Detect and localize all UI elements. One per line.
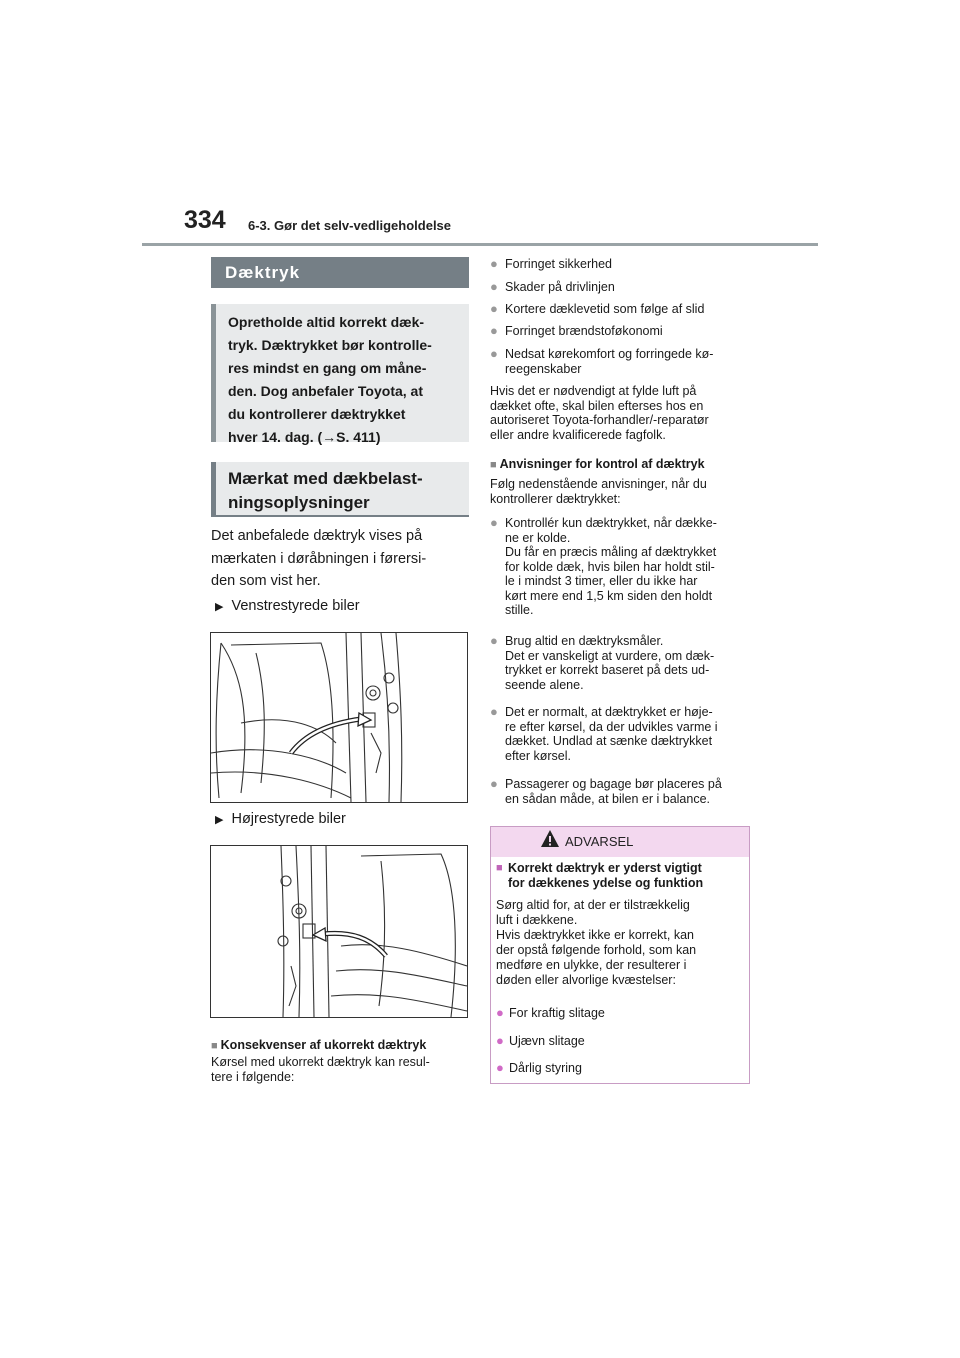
para-line: tere i følgende: — [211, 1069, 295, 1084]
para-line: kontrollerer dæktrykket: — [490, 491, 621, 506]
bullet-text: Ujævn slitage — [509, 1034, 585, 1048]
list-item — [490, 777, 758, 806]
para-line: der opstå følgende forhold, som kan — [496, 943, 697, 957]
para-line: Hvis dæktrykket ikke er korrekt, kan — [496, 928, 694, 942]
section-heading-daektryk: Dæktryk — [211, 257, 469, 288]
bullet-text: kørt mere end 1,5 km siden den holdt — [505, 588, 713, 603]
heading-line: Mærkat med dækbelast- — [228, 469, 423, 488]
header-divider — [142, 243, 818, 246]
bullet-dot-icon: ● — [496, 1005, 504, 1020]
bullet-text: le i mindst 3 timer, eller du ikke har — [505, 574, 698, 588]
para-line: Det anbefalede dæktryk vises på — [211, 528, 423, 544]
bullet-dot-icon: ● — [490, 256, 498, 271]
para-line: eller andre kvalificerede fagfolk. — [490, 427, 666, 442]
square-bullet-icon: ■ — [211, 1040, 218, 1052]
square-bullet-icon: ■ — [496, 862, 503, 874]
section-title: 6-3. Gør det selv-vedligeholdelse — [248, 218, 452, 233]
para-line: den som vist her. — [211, 573, 321, 589]
subheading-instructions — [490, 457, 705, 471]
bullet-dot-icon: ● — [490, 633, 498, 648]
subheading-text: Konsekvenser af ukorrekt dæktryk — [220, 1038, 427, 1052]
warning-title: ADVARSEL — [565, 834, 634, 849]
page-number: 334 — [184, 206, 226, 234]
subheading-line: for dækkenes ydelse og funktion — [508, 876, 704, 890]
door-pillar-illustration-left — [211, 633, 467, 802]
consequences-paragraph — [211, 1055, 473, 1084]
label-location-paragraph — [211, 525, 473, 593]
list-item — [490, 705, 758, 763]
list-item — [490, 324, 758, 339]
intro-line: Opretholde altid korrekt dæk- — [228, 314, 425, 330]
bullet-text: Kontrollér kun dæktrykket, når dække- — [505, 516, 717, 530]
bullet-dot-icon: ● — [490, 301, 498, 316]
para-line: dækket ofte, skal bilen efterses hos en — [490, 398, 704, 413]
bullet-text: Det er normalt, at dæktrykket er høje- — [505, 705, 713, 719]
warning-list-item — [496, 1006, 605, 1020]
para-line: mærkaten i døråbningen i førersi- — [211, 550, 427, 567]
list-item — [490, 516, 758, 618]
bullet-text: For kraftig slitage — [509, 1006, 605, 1020]
heading-line: ningsoplysninger — [228, 493, 370, 512]
bullet-text: for kolde dæk, hvis bilen har holdt stil- — [505, 559, 715, 574]
bullet-text: stille. — [505, 603, 534, 617]
square-bullet-icon: ■ — [490, 459, 497, 471]
bullet-dot-icon: ● — [490, 323, 498, 338]
intro-line: du kontrollerer dæktrykket — [228, 406, 406, 422]
bullet-dot-icon: ● — [490, 704, 498, 719]
list-item — [490, 302, 758, 317]
para-line: Sørg altid for, at der er tilstrækkelig — [496, 898, 690, 912]
bullet-text: Brug altid en dæktryksmåler. — [505, 634, 664, 648]
warning-list-item — [496, 1061, 582, 1075]
bullet-text: Forringet sikkerhed — [505, 257, 612, 271]
section-heading-maerkat — [211, 462, 469, 517]
triangle-bullet-icon: ▶ — [215, 814, 224, 826]
bullet-dot-icon: ● — [490, 346, 498, 361]
para-line: døden eller alvorlige kvæstelser: — [496, 973, 676, 987]
intro-line: den. Dog anbefaler Toyota, at — [228, 383, 423, 399]
para-line: Kørsel med ukorrekt dæktryk kan resul- — [211, 1055, 430, 1069]
bullet-text: efter kørsel. — [505, 748, 571, 763]
bullet-text: Det er vanskeligt at vurdere, om dæk- — [505, 648, 715, 663]
bullet-text: re efter kørsel, da der udvikles varme i — [505, 719, 718, 734]
bullet-text: Nedsat kørekomfort og forringede kø- — [505, 347, 714, 361]
para-line: autoriseret Toyota-forhandler/-reparatør — [490, 413, 709, 427]
bullet-text: Du får en præcis måling af dæktrykket — [505, 545, 717, 559]
warning-paragraph — [496, 898, 744, 988]
intro-line: res mindst en gang om måne- — [228, 360, 427, 376]
bullet-text: Passagerer og bagage bør placeres på — [505, 777, 722, 791]
intro-box-accent — [211, 304, 216, 442]
list-item — [490, 280, 758, 295]
intro-line: tryk. Dæktrykket bør kontrolle- — [228, 337, 432, 353]
warning-list-item — [496, 1034, 585, 1048]
figure-right-hand-drive — [210, 845, 468, 1018]
subheading-text: Anvisninger for kontrol af dæktryk — [499, 457, 705, 471]
door-pillar-illustration-right — [211, 846, 467, 1017]
label-text: Højrestyrede biler — [231, 811, 346, 827]
bullet-dot-icon: ● — [490, 776, 498, 791]
bullet-text: reegenskaber — [505, 361, 582, 376]
bullet-text: seende alene. — [505, 677, 584, 692]
bullet-dot-icon: ● — [490, 279, 498, 294]
para-line: Følg nedenstående anvisninger, når du — [490, 477, 707, 491]
subheading-consequences — [211, 1038, 426, 1052]
list-item — [490, 257, 758, 272]
bullet-text: Dårlig styring — [509, 1061, 582, 1075]
heading-underline — [211, 515, 469, 517]
label-right-hand-drive — [215, 811, 346, 827]
service-paragraph — [490, 384, 758, 442]
para-line: luft i dækkene. — [496, 913, 578, 927]
bullet-dot-icon: ● — [490, 515, 498, 530]
bullet-dot-icon: ● — [496, 1060, 504, 1075]
para-line: Hvis det er nødvendigt at fylde luft på — [490, 384, 697, 398]
para-line: medføre en ulykke, der resulterer i — [496, 958, 687, 972]
intro-box — [211, 304, 469, 445]
bullet-text: dækket. Undlad at sænke dæktrykket — [505, 734, 713, 748]
list-item — [490, 347, 758, 376]
bullet-text: Kortere dæklevetid som følge af slid — [505, 302, 705, 316]
bullet-text: ne er kolde. — [505, 530, 571, 545]
instructions-paragraph — [490, 477, 758, 506]
warning-triangle-icon — [540, 829, 560, 854]
figure-left-hand-drive — [210, 632, 468, 803]
warning-subheading — [496, 861, 744, 891]
bullet-text: trykket er korrekt baseret på dets ud- — [505, 663, 710, 677]
bullet-dot-icon: ● — [496, 1033, 504, 1048]
bullet-text: Forringet brændstoføkonomi — [505, 324, 663, 338]
list-item — [490, 634, 758, 692]
label-text: Venstrestyrede biler — [231, 598, 360, 614]
triangle-bullet-icon: ▶ — [215, 601, 224, 613]
bullet-text: Skader på drivlinjen — [505, 280, 615, 294]
label-left-hand-drive — [215, 598, 360, 614]
intro-line: hver 14. dag. (→S. 411) — [228, 429, 381, 445]
subheading-line: Korrekt dæktryk er yderst vigtigt — [508, 861, 702, 875]
heading-accent — [211, 462, 216, 517]
bullet-text: en sådan måde, at bilen er i balance. — [505, 791, 710, 806]
